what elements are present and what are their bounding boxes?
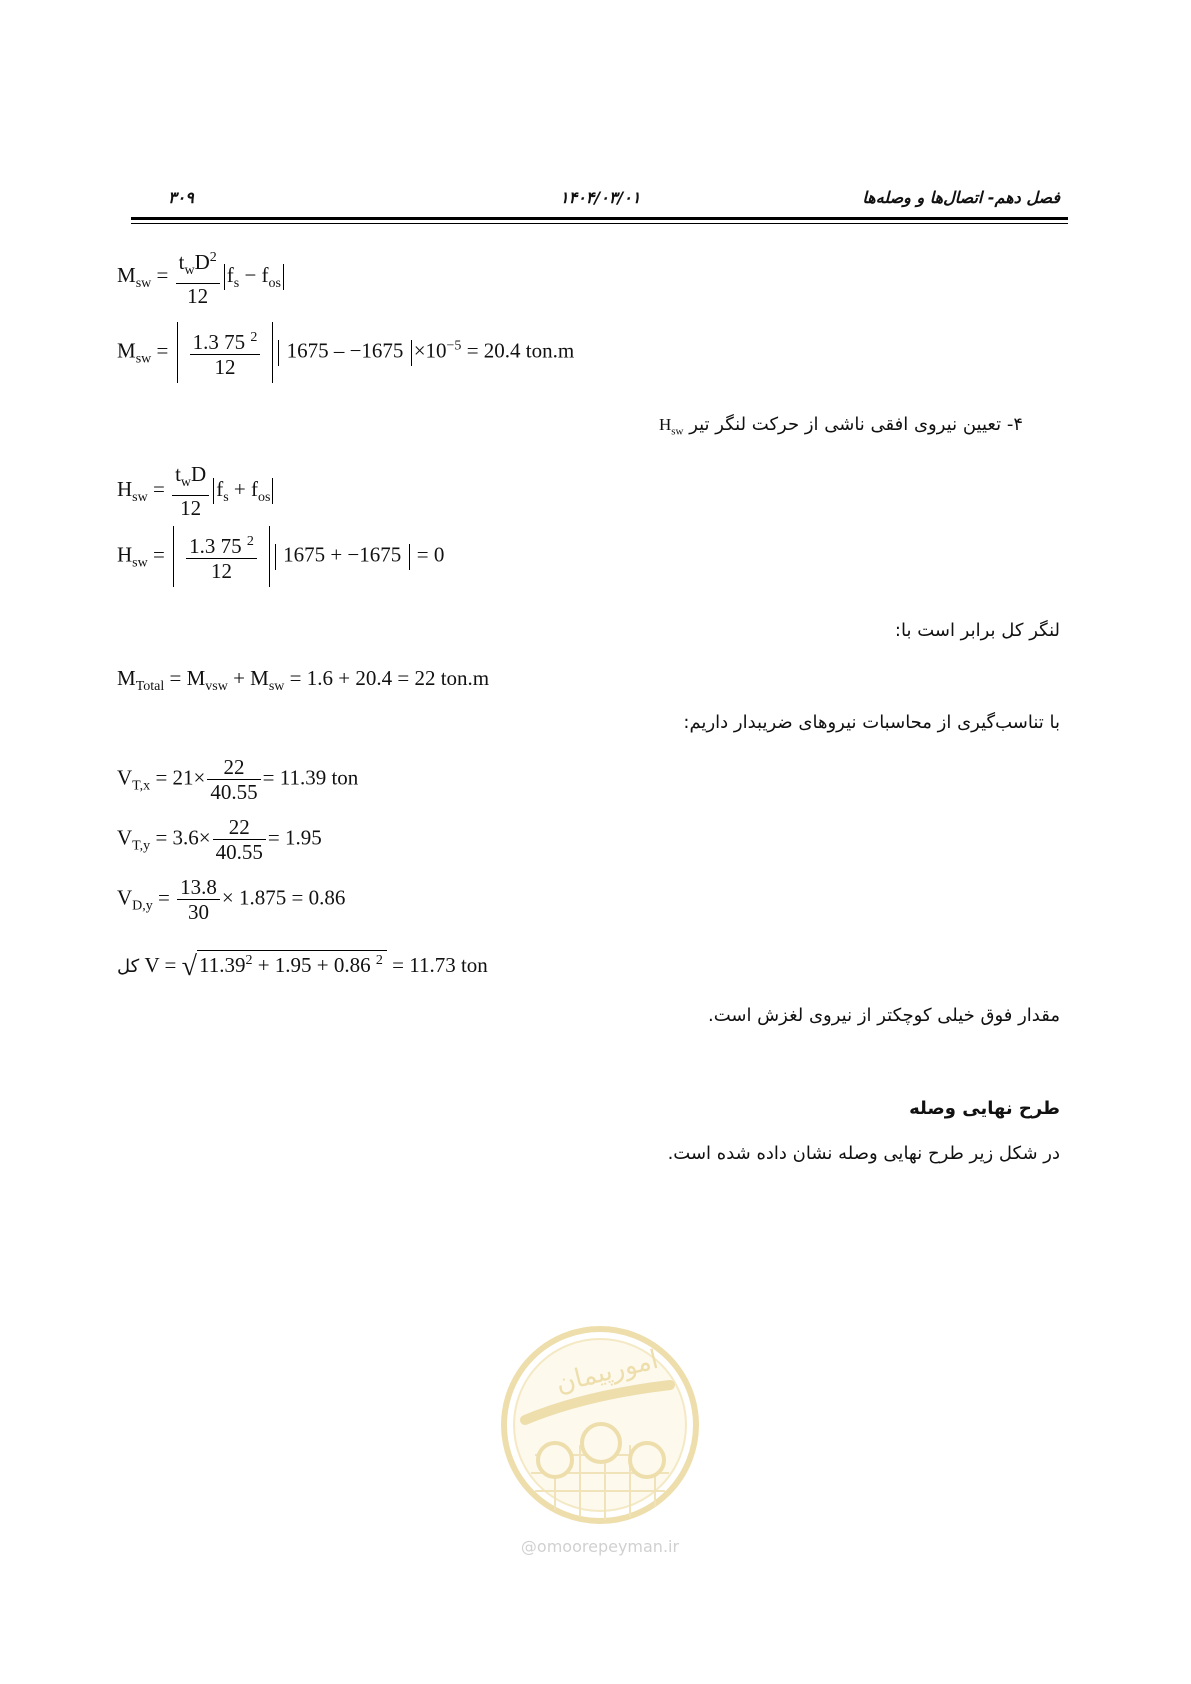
chapter-title: فصل دهم- اتصال‌ها و وصله‌ها [862, 188, 1060, 207]
equation-msw-formula: $M_{sw}$ = $\frac{t_wD^2}{12}$ $f_s - f_{os}$ [117, 246, 286, 308]
paragraph-proportioning: با تناسب‌گیری از محاسبات نیروهای ضریبدار داریم: [683, 712, 1060, 733]
at-icon: @ [520, 1537, 537, 1556]
equation-vtx: $V_{T,x} = 21\times$ $\frac{22}{40.55}$ = 11.39 ton [117, 755, 359, 804]
section-title: طرح نهایی وصله [909, 1098, 1060, 1119]
equation-v-total: کل $V = √11.39^2 + 1.95 + 0.86$ $^2$ = 11.73 ton [117, 951, 488, 982]
item-4-heading: ۴- تعیین نیروی افقی ناشی از حرکت لنگر تیر $H_{sw}$ [658, 414, 1023, 438]
header-rule [131, 217, 1068, 220]
logo-emblem-icon [495, 1325, 705, 1535]
equation-vty: $V_{T,y} = 3.6\times$ $\frac{22}{40.55}$ = 1.95 [117, 815, 322, 864]
watermark-url: @omoorepeyman.ir [520, 1537, 680, 1556]
paragraph-total-moment: لنگر کل برابر است با: [894, 620, 1060, 641]
equation-hsw-value: $H_{sw}$ = $\frac{1.3 75 ^2}{12}$ 1675 + −1675 = 0 [117, 526, 444, 587]
watermark-brand: امورپیمان [552, 1344, 662, 1400]
paragraph-slip-check: مقدار فوق خیلی کوچکتر از نیروی لغزش است. [707, 1005, 1060, 1026]
header-date: ۱۴۰۴/۰۳/۰۱ [560, 188, 641, 207]
header-rule-thin [131, 223, 1068, 224]
equation-vdy: $V_{D,y}$ = $\frac{13.8}{30}$ × 1.875 = 0.86 [117, 875, 346, 924]
page-number: ۳۰۹ [168, 188, 194, 207]
paragraph-final-design: در شکل زیر طرح نهایی وصله نشان داده شده است. [667, 1143, 1060, 1164]
equation-m-total: $M_{Total} = M_{vsw} + M_{sw} = 1.6 + 20.4 = 22$ ton.m [117, 666, 490, 695]
equation-hsw-formula: $H_{sw}$ = $\frac{t_wD}{12}$ $f_s + f_{os}$ [117, 462, 275, 520]
equation-msw-value: $M_{sw}$ = $\frac{1.3 75 ^2}{12}$ $1675 - -1675 \times 10^{-5} = 20.4$ ton.m [117, 322, 574, 383]
watermark-logo [495, 1325, 705, 1556]
